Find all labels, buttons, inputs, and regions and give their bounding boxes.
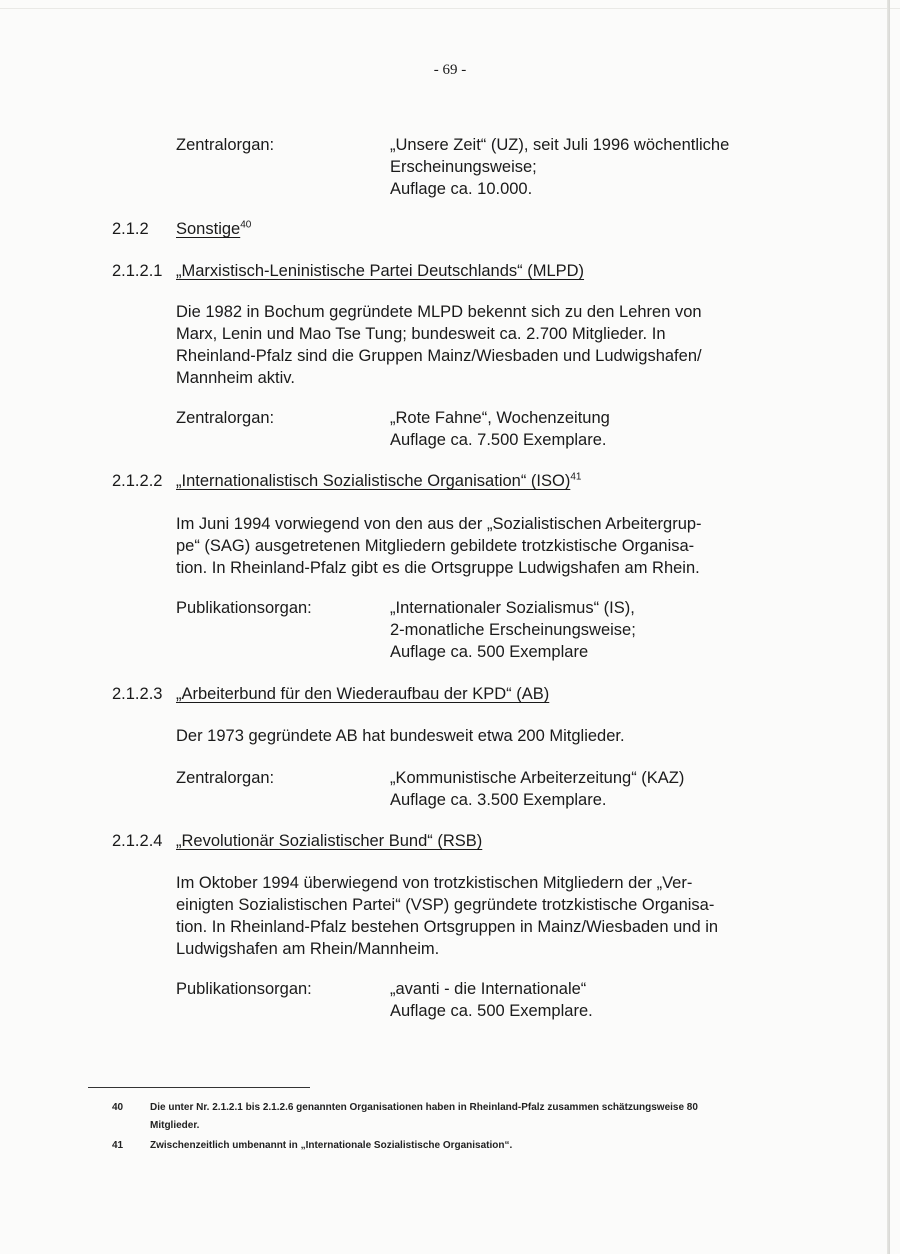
footnote-number: 40 [112, 1102, 124, 1113]
section-title: „Revolutionär Sozialistischer Bund“ (RSB) [176, 832, 483, 850]
zentralorgan-label: Zentralorgan: [176, 769, 275, 787]
section-number: 2.1.2.1 [112, 262, 163, 280]
footnote-ref[interactable]: 41 [570, 471, 582, 483]
scan-edge-top [0, 8, 900, 9]
footnote-number: 41 [112, 1140, 124, 1151]
paragraph-line: Mannheim aktiv. [176, 369, 295, 387]
footnote-text-line: Mitglieder. [150, 1120, 200, 1131]
zentralorgan-value-line: Auflage ca. 7.500 Exemplare. [390, 431, 607, 449]
footnote-ref[interactable]: 40 [240, 219, 252, 231]
publikationsorgan-value-line: „avanti - die Internationale“ [390, 980, 587, 998]
paragraph-line: tion. In Rheinland-Pfalz gibt es die Ortsgruppe Ludwigshafen am Rhein. [176, 559, 700, 577]
section-number: 2.1.2.4 [112, 832, 163, 850]
footnote-divider [88, 1087, 310, 1088]
scan-edge-right [887, 0, 890, 1254]
paragraph-line: Ludwigshafen am Rhein/Mannheim. [176, 940, 440, 958]
section-title: „Marxistisch-Leninistische Partei Deutschlands“ (MLPD) [176, 262, 585, 280]
paragraph-line: Der 1973 gegründete AB hat bundesweit etwa 200 Mitglieder. [176, 727, 625, 745]
paragraph-line: Marx, Lenin und Mao Tse Tung; bundesweit ca. 2.700 Mitglieder. In [176, 325, 666, 343]
paragraph-line: Im Oktober 1994 überwiegend von trotzkistischen Mitgliedern der „Ver- [176, 874, 693, 892]
zentralorgan-label: Zentralorgan: [176, 136, 275, 154]
publikationsorgan-value-line: Auflage ca. 500 Exemplare [390, 643, 589, 661]
footnote-text-line: Die unter Nr. 2.1.2.1 bis 2.1.2.6 genannten Organisationen haben in Rheinland-Pfalz zusammen schätzungsweise 80 [150, 1102, 698, 1113]
section-title: Sonstige [176, 220, 241, 238]
zentralorgan-value-line: Auflage ca. 10.000. [390, 180, 533, 198]
paragraph-line: tion. In Rheinland-Pfalz bestehen Ortsgruppen in Mainz/Wiesbaden und in [176, 918, 719, 936]
section-title: „Internationalistisch Sozialistische Organisation“ (ISO) [176, 472, 571, 490]
publikationsorgan-label: Publikationsorgan: [176, 980, 312, 998]
section-title: „Arbeiterbund für den Wiederaufbau der KPD“ (AB) [176, 685, 550, 703]
paragraph-line: pe“ (SAG) ausgetretenen Mitgliedern gebildete trotzkistische Organisa- [176, 537, 695, 555]
zentralorgan-value-line: Auflage ca. 3.500 Exemplare. [390, 791, 607, 809]
paragraph-line: Die 1982 in Bochum gegründete MLPD bekennt sich zu den Lehren von [176, 303, 702, 321]
section-heading [176, 470, 581, 492]
paragraph-line: einigten Sozialistischen Partei“ (VSP) gegründete trotzkistische Organisa- [176, 896, 715, 914]
zentralorgan-label: Zentralorgan: [176, 409, 275, 427]
paragraph-line: Rheinland-Pfalz sind die Gruppen Mainz/Wiesbaden und Ludwigshafen/ [176, 347, 702, 365]
zentralorgan-value-line: „Unsere Zeit“ (UZ), seit Juli 1996 wöchentliche [390, 136, 730, 154]
section-heading [176, 218, 251, 240]
publikationsorgan-value-line: „Internationaler Sozialismus“ (IS), [390, 599, 635, 617]
publikationsorgan-value-line: 2-monatliche Erscheinungsweise; [390, 621, 636, 639]
paragraph-line: Im Juni 1994 vorwiegend von den aus der „Sozialistischen Arbeitergrup- [176, 515, 702, 533]
zentralorgan-value-line: „Kommunistische Arbeiterzeitung“ (KAZ) [390, 769, 685, 787]
page-number: - 69 - [433, 62, 467, 78]
section-number: 2.1.2.3 [112, 685, 163, 703]
zentralorgan-value-line: „Rote Fahne“, Wochenzeitung [390, 409, 610, 427]
section-number: 2.1.2 [112, 220, 149, 238]
footnote-text-line: Zwischenzeitlich umbenannt in „Internationale Sozialistische Organisation“. [150, 1140, 513, 1151]
zentralorgan-value-line: Erscheinungsweise; [390, 158, 537, 176]
publikationsorgan-value-line: Auflage ca. 500 Exemplare. [390, 1002, 593, 1020]
publikationsorgan-label: Publikationsorgan: [176, 599, 312, 617]
section-number: 2.1.2.2 [112, 472, 163, 490]
